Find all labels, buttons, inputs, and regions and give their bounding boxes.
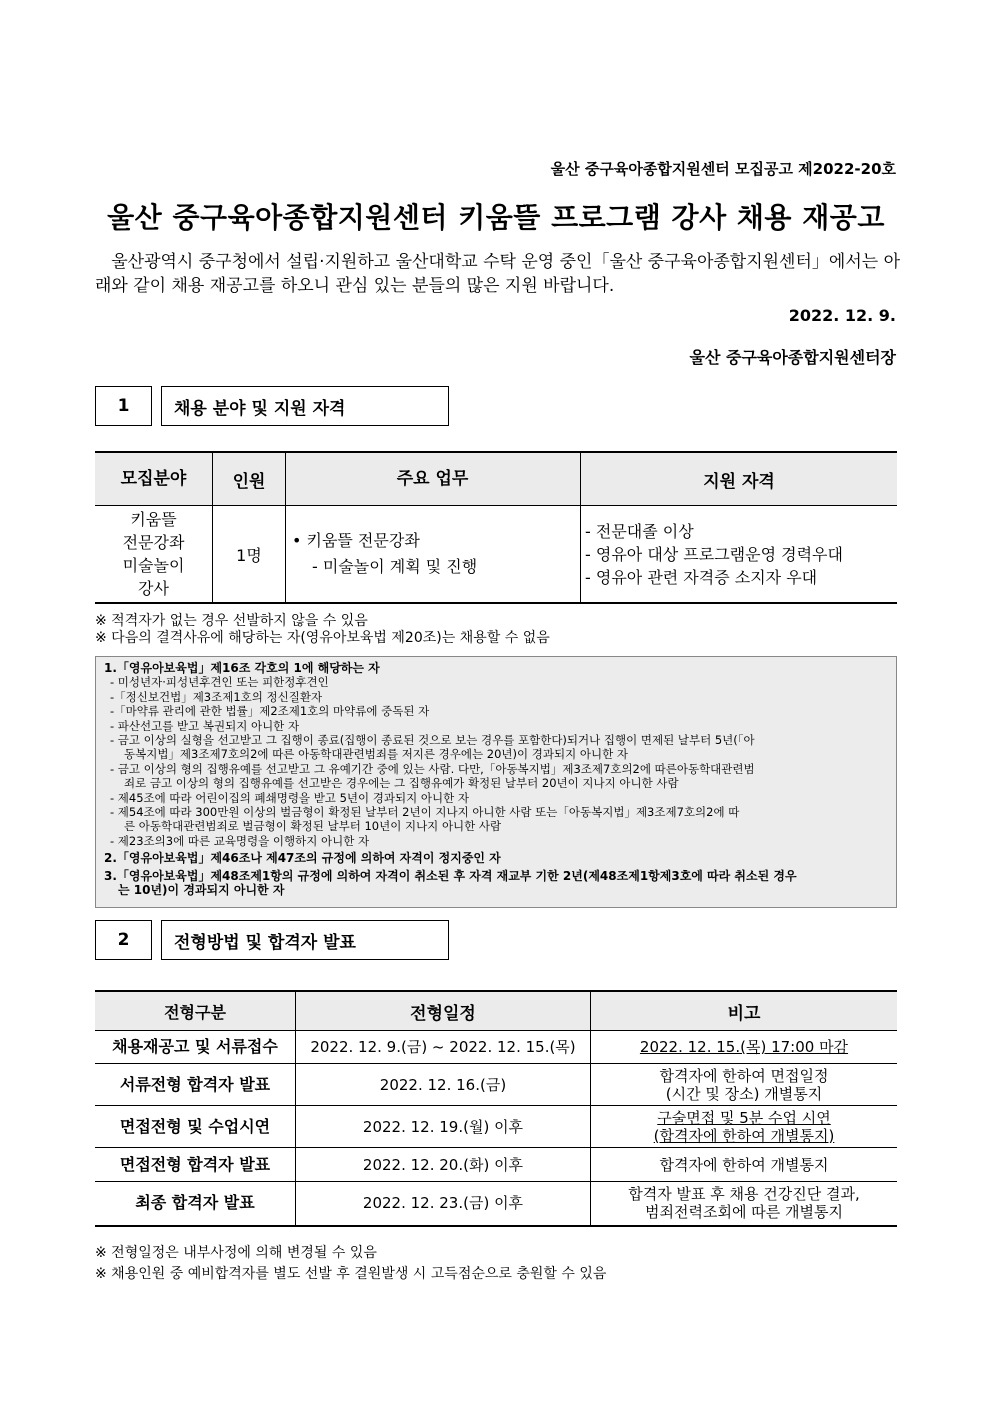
- schedule-cell: 2022. 12. 23.(금) 이후: [296, 1182, 591, 1226]
- disq-item: - 제23조의3에 따른 교육명령을 이행하지 아니한 자: [110, 833, 370, 848]
- table-row: [95, 1064, 897, 1106]
- disq-item: -「마약류 관리에 관한 법률」제2조제1호의 마약류에 중독된 자: [110, 704, 430, 719]
- col-header: 전형일정: [296, 991, 591, 1031]
- disq-item-cont: 른 아동학대관련범죄로 벌금형이 확정된 날부터 10년이 지나지 아니한 사람: [124, 819, 502, 834]
- note-line: 합격자 발표 후 채용 건강진단 결과,: [628, 1185, 860, 1204]
- col-header: 지원 자격: [581, 452, 898, 506]
- schedule-cell: 2022. 12. 19.(월) 이후: [296, 1106, 591, 1148]
- page-title: 울산 중구육아종합지원센터 키움뜰 프로그램 강사 채용 재공고: [107, 201, 885, 234]
- note-item: ※ 전형일정은 내부사정에 의해 변경될 수 있음: [95, 1245, 377, 1261]
- stage-cell: 면접전형 및 수업시연: [95, 1106, 296, 1148]
- disq-heading-cont: 는 10년)이 경과되지 아니한 자: [118, 883, 285, 898]
- stage-cell: 서류전형 합격자 발표: [95, 1064, 296, 1106]
- section2-number: 2: [95, 920, 152, 960]
- field-line: 키움뜰: [130, 510, 177, 529]
- table-header-row: [95, 452, 897, 506]
- col-header: 전형구분: [95, 991, 296, 1031]
- section1-number: 1: [95, 386, 152, 426]
- section2-notes: [95, 1243, 606, 1285]
- note-line: (시간 및 장소) 개별통지: [665, 1084, 823, 1103]
- disq-item-cont: 죄로 금고 이상의 형의 집행유예를 선고받은 경우에는 그 집행유예가 확정된 날부터 20년이 지나지 아니한 사람: [124, 776, 679, 791]
- disq-item: - 미성년자·피성년후견인 또는 피한정후견인: [110, 675, 329, 690]
- schedule-table: [95, 990, 897, 1227]
- note-line: 2022. 12. 15.(목) 17:00 마감: [639, 1038, 849, 1056]
- schedule-cell: 2022. 12. 9.(금) ~ 2022. 12. 15.(목): [296, 1031, 591, 1064]
- section1-notes: [95, 613, 550, 647]
- note-cell: [591, 1031, 898, 1064]
- table-row: [95, 1031, 897, 1064]
- disq-item: - 금고 이상의 형의 집행유예를 선고받고 그 유예기간 중에 있는 사람. 다만,「아동복지법」제3조제7호의2에 따른아동학대관련범: [110, 761, 755, 776]
- signer: 울산 중구육아종합지원센터장: [689, 348, 896, 367]
- disq-item: - 파산선고를 받고 복권되지 아니한 자: [110, 718, 300, 733]
- note-cell: [591, 1106, 898, 1148]
- duty-cell: [286, 506, 581, 604]
- col-header: 비고: [591, 991, 898, 1031]
- qualification-item: - 영유아 관련 자격증 소지자 우대: [585, 567, 818, 587]
- recruitment-table: [95, 451, 897, 604]
- qualification-item: - 영유아 대상 프로그램운영 경력우대: [585, 544, 843, 564]
- stage-cell: 최종 합격자 발표: [95, 1182, 296, 1226]
- field-line: 강사: [138, 579, 169, 598]
- notice-number: 울산 중구육아종합지원센터 모집공고 제2022-20호: [550, 160, 896, 178]
- note-cell: [591, 1064, 898, 1106]
- note-item: ※ 채용인원 중 예비합격자를 별도 선발 후 결원발생 시 고득점순으로 충원할 수 있음: [95, 1266, 607, 1282]
- table-header-row: [95, 991, 897, 1031]
- section1-title: 채용 분야 및 지원 자격: [161, 386, 449, 426]
- section2-title: 전형방법 및 합격자 발표: [161, 920, 449, 960]
- disq-item-cont: 동복지법」제3조제7호의2에 따른 아동학대관련범죄를 저지른 경우에는 20년)이 경과되지 아니한 자: [124, 747, 628, 762]
- schedule-cell: 2022. 12. 20.(화) 이후: [296, 1148, 591, 1182]
- disq-heading: 3.「영유아보육법」제48조제1항의 규정에 의하여 자격이 취소된 후 자격 재교부 기한 2년(제48조제1항제3호에 따라 취소된 경우: [104, 868, 797, 883]
- disq-heading: 1.「영유아보육법」제16조 각호의 1에 해당하는 자: [104, 661, 380, 675]
- note-line: 합격자에 한하여 면접일정: [659, 1066, 829, 1085]
- col-header: 인원: [213, 452, 286, 506]
- disq-item: -「정신보건법」제3조제1호의 정신질환자: [110, 689, 323, 704]
- schedule-cell: 2022. 12. 16.(금): [296, 1064, 591, 1106]
- field-line: 미술놀이: [122, 556, 185, 575]
- qualification-item: - 전문대졸 이상: [585, 521, 694, 541]
- duty-main: • 키움뜰 전문강좌: [292, 531, 420, 550]
- note-item: ※ 다음의 결격사유에 해당하는 자(영유아보육법 제20조)는 채용할 수 없음: [95, 630, 550, 646]
- table-row: [95, 506, 897, 604]
- table-row: [95, 1182, 897, 1226]
- note-line: 범죄전력조회에 따른 개별통지: [645, 1203, 843, 1222]
- duty-sub: - 미술놀이 계획 및 진행: [312, 557, 478, 576]
- col-header: 모집분야: [95, 452, 213, 506]
- field-line: 전문강좌: [122, 533, 185, 552]
- intro-text: 울산광역시 중구청에서 설립·지원하고 울산대학교 수탁 운영 중인「울산 중구육아종합지원센터」에서는 아래와 같이 채용 재공고를 하오니 관심 있는 분들의 많은 지원 바랍니다.: [95, 252, 900, 296]
- col-header: 주요 업무: [286, 452, 581, 506]
- note-cell: 합격자에 한하여 개별통지: [591, 1148, 898, 1182]
- disq-heading: 2.「영유아보육법」제46조나 제47조의 규정에 의하여 자격이 정지중인 자: [104, 851, 501, 866]
- disq-item: - 제54조에 따라 300만원 이상의 벌금형이 확정된 날부터 2년이 지나지 아니한 사람 또는「아동복지법」제3조제7호의2에 따: [110, 805, 740, 820]
- disqualification-box: [95, 656, 897, 908]
- note-item: ※ 적격자가 없는 경우 선발하지 않을 수 있음: [95, 613, 368, 629]
- stage-cell: 채용재공고 및 서류접수: [95, 1031, 296, 1064]
- disq-item: - 제45조에 따라 어린이집의 폐쇄명령을 받고 5년이 경과되지 아니한 자: [110, 790, 469, 805]
- table-row: [95, 1148, 897, 1182]
- intro-paragraph: [95, 250, 900, 298]
- note-line: (합격자에 한하여 개별통지): [653, 1126, 835, 1145]
- note-line: 구술면접 및 5분 수업 시연: [657, 1108, 831, 1127]
- table-row: [95, 1106, 897, 1148]
- stage-cell: 면접전형 합격자 발표: [95, 1148, 296, 1182]
- count-cell: 1명: [213, 506, 286, 604]
- note-cell: [591, 1182, 898, 1226]
- field-cell: [95, 506, 213, 604]
- notice-date: 2022. 12. 9.: [788, 306, 896, 325]
- qualification-cell: [581, 506, 898, 604]
- disq-item: - 금고 이상의 실형을 선고받고 그 집행이 종료(집행이 종료된 것으로 보는 경우를 포함한다)되거나 집행이 면제된 날부터 5년(「아: [110, 733, 755, 748]
